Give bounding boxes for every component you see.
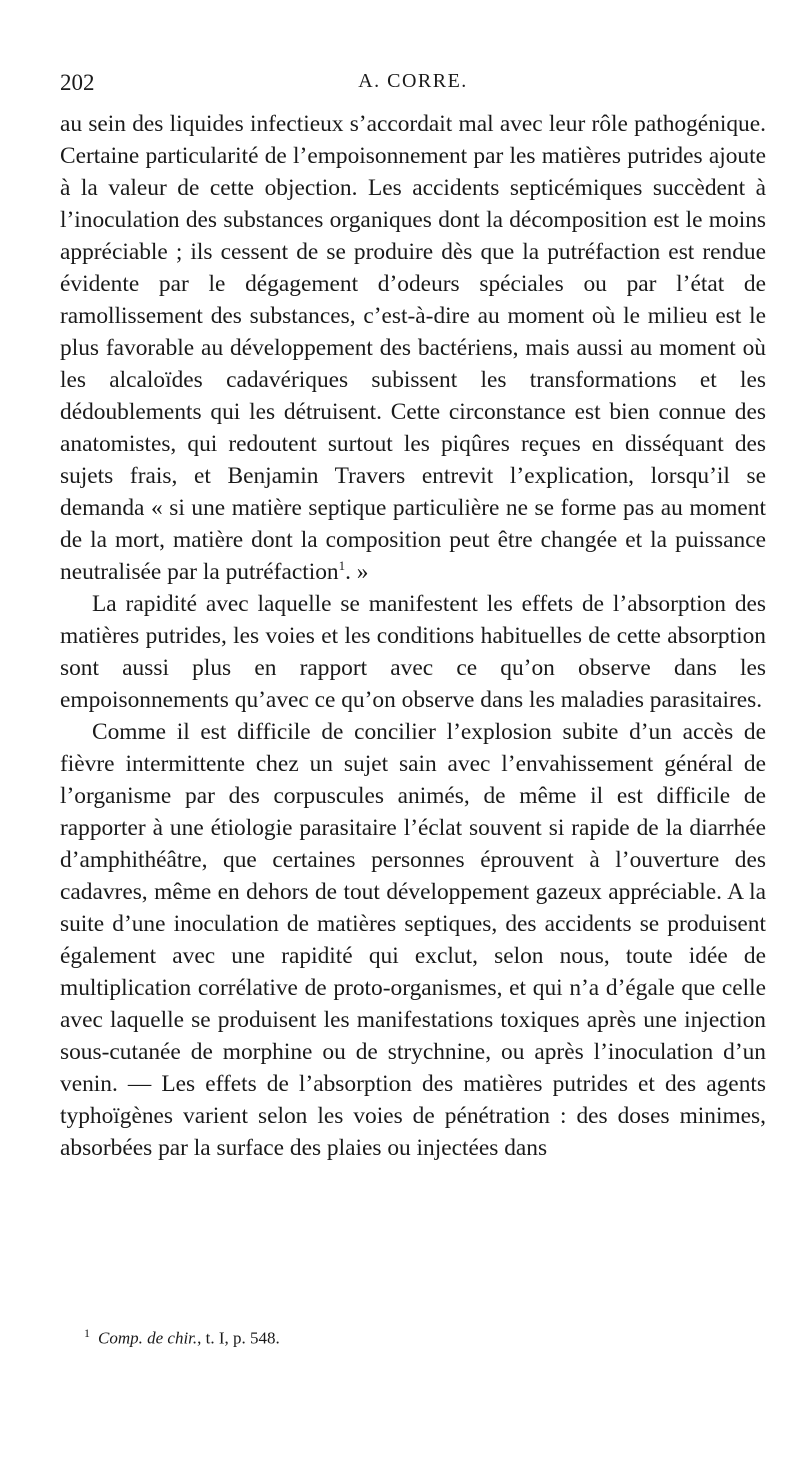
paragraph-2: La rapidité avec laquelle se manifestent les effets de l’absorption des matières putrides, les voies et les conditions habituelles de cette absorption sont aussi plus en rapport avec ce qu’on observe dans les empoisonnements qu’avec ce qu’on observe dans les maladies parasitaires. bbox=[60, 591, 766, 713]
footnote-reference[interactable]: 1 bbox=[338, 558, 346, 574]
running-head: A. CORRE. bbox=[358, 70, 468, 92]
body-text bbox=[60, 108, 766, 1164]
page-number: 202 bbox=[60, 70, 95, 95]
paragraph-1-text: au sein des liquides infectieux s’accordait mal avec leur rôle pathogénique. Certaine particularité de l’empoisonnement par les matières putrides ajoute à la valeur de cette objection. Les accidents septicémiques succèdent à l’inoculation des substances organiques dont la décomposition est le moins appréciable ; ils cessent de se produire dès que la putréfaction est rendue évidente par le dégagement d’odeurs spéciales ou par l’état de ramollissement des substances, c’est-à-dire au moment où le milieu est le plus favorable au développement des bactériens, mais aussi au moment où les alcaloïdes cadavériques subissent les transformations et les dédoublements qui les détruisent. Cette circonstance est bien connue des anatomistes, qui redoutent surtout les piqûres reçues en disséquant des sujets frais, et Benjamin Travers entrevit l’explication, lorsqu’il se demanda « si une matière septique particulière ne se forme pas au moment de la mort, matière dont la composition peut être changée et la puissance neutralisée par la putréfaction bbox=[60, 111, 766, 585]
footnote bbox=[84, 1326, 280, 1349]
footnote-source: Comp. de chir. bbox=[98, 1328, 198, 1348]
paragraph-1 bbox=[60, 108, 766, 588]
footnote-mark: 1 bbox=[84, 1326, 90, 1340]
footnote-location: , t. I, p. 548. bbox=[197, 1328, 280, 1348]
paragraph-3: Comme il est difficile de concilier l’explosion subite d’un accès de fièvre intermittente chez un sujet sain avec l’envahissement général de l’organisme par des corpuscules animés, de même il est difficile de rapporter à une étiologie parasitaire l’éclat souvent si rapide de la diarrhée d’amphithéâtre, que certaines personnes éprouvent à l’ouverture des cadavres, même en dehors de tout développement gazeux appréciable. A la suite d’une inoculation de matières septiques, des accidents se produisent également avec une rapidité qui exclut, selon nous, toute idée de multiplication corrélative de proto-organismes, et qui n’a d’égale que celle avec laquelle se produisent les manifestations toxiques après une injection sous-cutanée de morphine ou de strychnine, ou après l’inoculation d’un venin. — Les effets de l’absorption des matières putrides et des agents typhoïgènes varient selon les voies de pénétration : des doses minimes, absorbées par la surface des plaies ou injectées dans bbox=[60, 719, 766, 1161]
page-header bbox=[60, 70, 766, 104]
paragraph-1-end: . » bbox=[345, 559, 369, 585]
